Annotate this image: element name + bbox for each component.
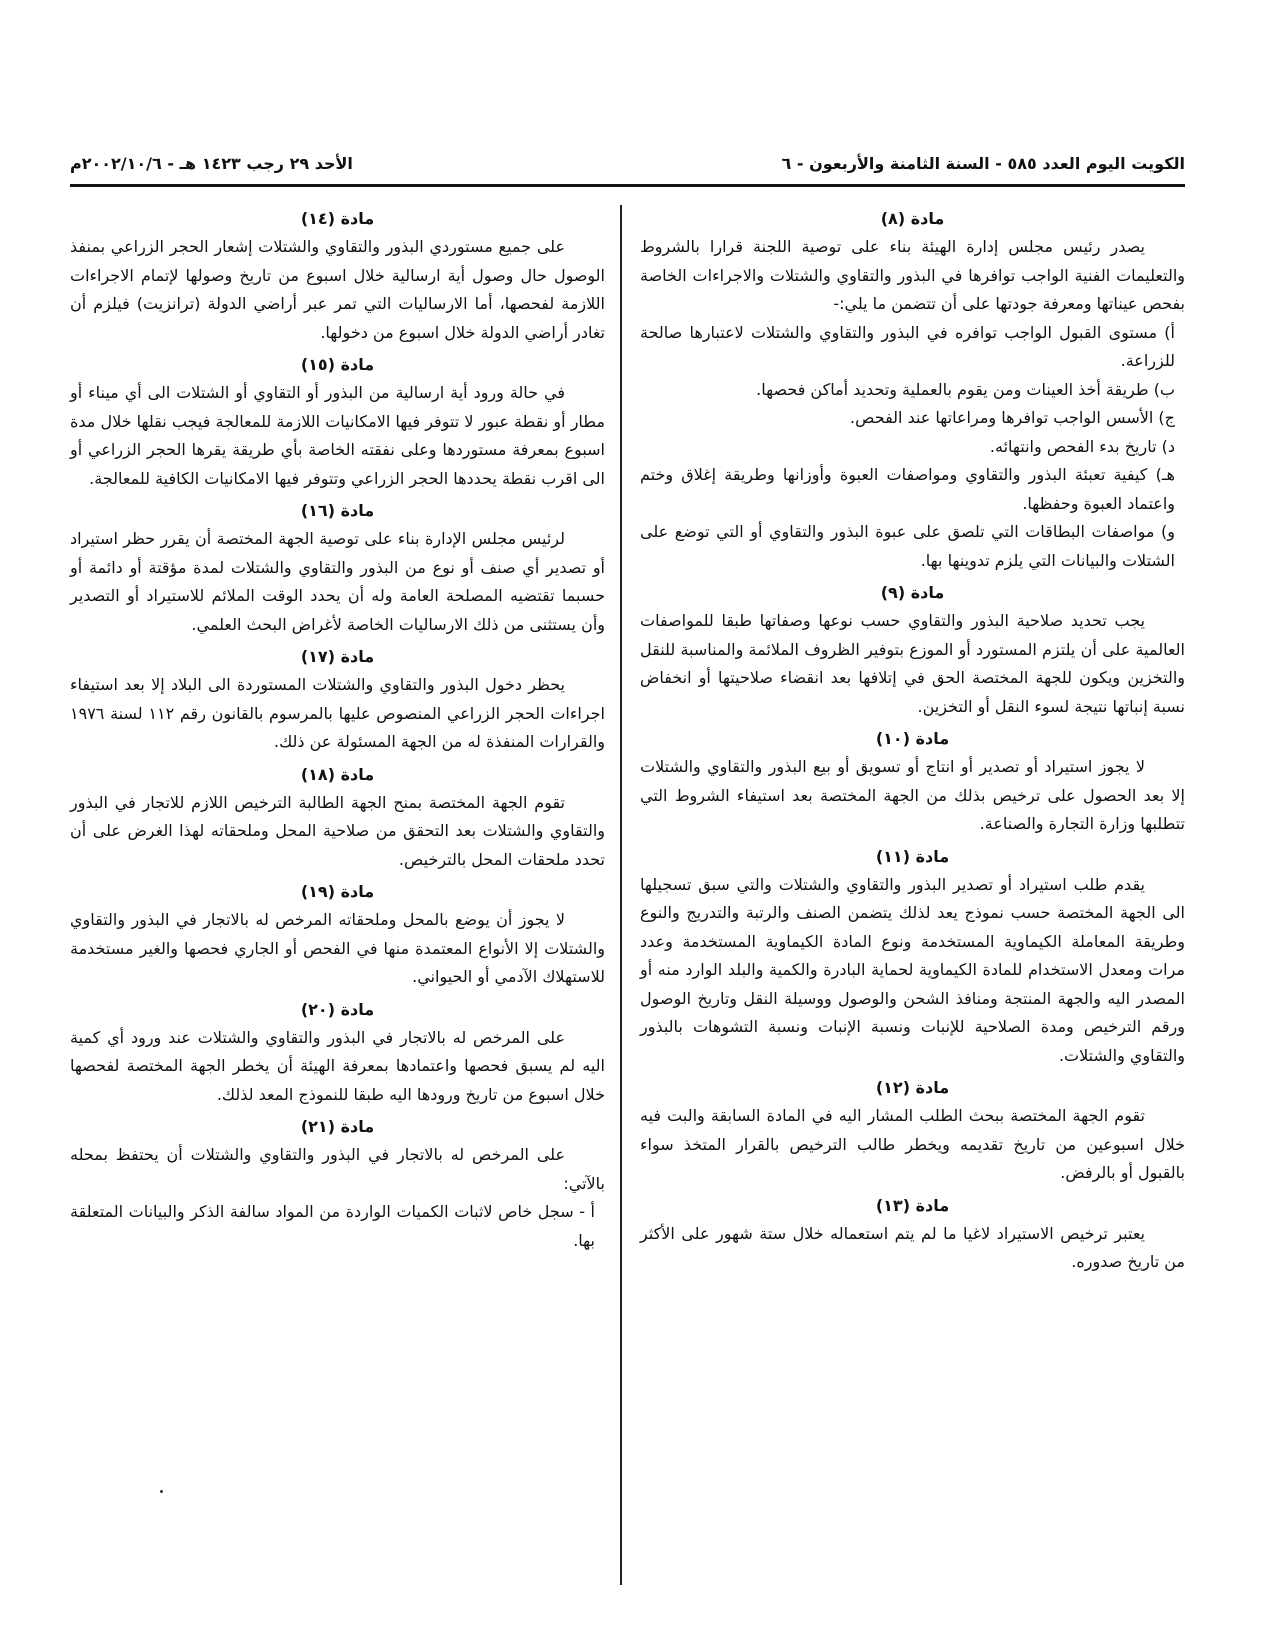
article-paragraph: تقوم الجهة المختصة ببحث الطلب المشار اليه في المادة السابقة والبت فيه خلال اسبوعين من تاريخ تقديمه ويخطر طالب الترخيص بالقرار المتخذ سواء بالقبول أو بالرفض. bbox=[640, 1106, 1185, 1182]
article-title: مادة (١٨) bbox=[300, 764, 375, 784]
article-paragraph: يحظر دخول البذور والتقاوي والشتلات المستوردة الى البلاد إلا بعد استيفاء اجراءات الحجر الزراعي المنصوص عليها بالمرسوم بالقانون رقم ١١٢ لسنة ١٩٧٦ والقرارات المنفذة له من الجهة المسئولة عن ذلك. bbox=[70, 675, 605, 751]
article bbox=[640, 579, 1185, 721]
article-paragraph: يعتبر ترخيص الاستيراد لاغيا ما لم يتم استعماله خلال ستة شهور على الأكثر من تاريخ صدوره. bbox=[640, 1223, 1185, 1271]
article bbox=[70, 761, 605, 875]
article bbox=[70, 878, 605, 992]
article bbox=[70, 497, 605, 639]
article-paragraph: يجب تحديد صلاحية البذور والتقاوي حسب نوعها وصفاتها طبقا للمواصفات العالمية على أن يلتزم المستورد أو الموزع بتوفير الظروف الملائمة والمناسبة للنقل والتخزين ويكون للجهة المختصة الحق في إتلافها بعد انقضاء صلاحيتها أو انخفاض نسبة إنباتها نتيجة لسوء النقل أو التخزين. bbox=[640, 611, 1185, 716]
article-paragraph: لا يجوز أن يوضع بالمحل وملحقاته المرخص له بالاتجار في البذور والتقاوي والشتلات إلا الأنواع المعتمدة منها في الفحص أو الجاري فحصها والغير مستخدمة للاستهلاك الآدمي أو الحيواني. bbox=[70, 910, 605, 986]
page-header bbox=[70, 150, 1185, 184]
article bbox=[640, 843, 1185, 1071]
article bbox=[640, 205, 1185, 575]
right-column bbox=[640, 205, 1185, 1281]
article-title: مادة (٢١) bbox=[300, 1117, 375, 1136]
article-list-item: أ - سجل خاص لاثبات الكميات الواردة من المواد سالفة الذكر والبيانات المتعلقة بها. bbox=[70, 1202, 595, 1250]
article-title: مادة (١٢) bbox=[875, 1078, 950, 1097]
header-divider bbox=[70, 184, 1185, 187]
article bbox=[70, 351, 605, 493]
article-title: مادة (١٧) bbox=[300, 647, 375, 666]
article-list-item: د) تاريخ بدء الفحص وانتهائه. bbox=[989, 436, 1175, 456]
article bbox=[70, 205, 605, 347]
article-paragraph: على جميع مستوردي البذور والتقاوي والشتلات إشعار الحجر الزراعي بمنفذ الوصول حال وصول أية ارسالية خلال اسبوع من تاريخ وصولها لإتمام الاجراءات اللازمة لفحصها، أما الارساليات التي تمر عبر أراضي الدولة (ترانزيت) فيلزم أن تغادر أراضي الدولة خلال اسبوع من دخولها. bbox=[70, 237, 605, 342]
article-title: مادة (١٤) bbox=[300, 209, 375, 228]
article-title: مادة (٩) bbox=[880, 583, 945, 602]
article-paragraph: تقوم الجهة المختصة بمنح الجهة الطالبة الترخيص اللازم للاتجار في البذور والتقاوي والشتلات بعد التحقق من صلاحية المحل وملحقاته لهذا الغرض على أن تحدد ملحقات المحل بالترخيص. bbox=[70, 792, 605, 869]
article-title: مادة (١٩) bbox=[300, 882, 375, 901]
article bbox=[70, 996, 605, 1110]
article-paragraph: في حالة ورود أية ارسالية من البذور أو التقاوي أو الشتلات الى أي ميناء أو مطار أو نقطة عبور لا تتوفر فيها الامكانيات اللازمة للمعالجة فيجب نقلها خلال مدة اسبوع بمعرفة مستوردها وعلى نفقته الخاصة بأي طريقة يقرها الحجر الزراعي أو الى اقرب نقطة يحددها الحجر الزراعي وتتوفر فيها الامكانيات الكافية للمعالجة. bbox=[70, 383, 605, 488]
article-list-item: و) مواصفات البطاقات التي تلصق على عبوة البذور والتقاوي أو التي توضع على الشتلات والبيانات التي يلزم تدوينها بها. bbox=[640, 522, 1175, 570]
left-column bbox=[70, 205, 605, 1259]
article-paragraph: على المرخص له بالاتجار في البذور والتقاوي والشتلات عند ورود أي كمية اليه لم يسبق فحصها واعتمادها بمعرفة الهيئة أن يخطر الجهة المختصة لفحصها خلال اسبوع من تاريخ ورودها اليه طبقا للنموذج المعد لذلك. bbox=[70, 1027, 605, 1104]
article-paragraph: لا يجوز استيراد أو تصدير أو انتاج أو تسويق أو بيع البذور والتقاوي والشتلات إلا بعد الحصول على ترخيص بذلك من الجهة المختصة بعد استيفاء الشروط التي تتطلبها وزارة التجارة والصناعة. bbox=[640, 757, 1185, 833]
article-title: مادة (٨) bbox=[880, 209, 945, 228]
article-paragraph: لرئيس مجلس الإدارة بناء على توصية الجهة المختصة أن يقرر حظر استيراد أو تصدير أي صنف أو نوع من البذور والتقاوي والشتلات لمدة مؤقتة أو دائمة أو حسبما تقتضيه المصلحة العامة وله أن يحدد الوقت الملائم للاستيراد أو التصدير وأن يستثنى من ذلك الارساليات الخاصة لأغراض البحث العلمي. bbox=[70, 529, 605, 634]
header-date: الأحد ٢٩ رجب ١٤٢٣ هـ - ٢٠٠٢/١٠/٦م bbox=[70, 154, 353, 173]
article-title: مادة (١٦) bbox=[300, 501, 375, 520]
article-title: مادة (١٠) bbox=[875, 729, 950, 748]
article bbox=[70, 1113, 605, 1255]
article bbox=[640, 1192, 1185, 1277]
article-list-item: ج) الأسس الواجب توافرها ومراعاتها عند الفحص. bbox=[850, 408, 1175, 427]
header-issue-info: الكويت اليوم العدد ٥٨٥ - السنة الثامنة والأربعون - ٦ bbox=[781, 154, 1185, 173]
article-paragraph: يصدر رئيس مجلس إدارة الهيئة بناء على توصية اللجنة قرارا بالشروط والتعليمات الفنية الواجب توافرها في البذور والتقاوي والشتلات والاجراءات الخاصة بفحص عيناتها ومعرفة جودتها على أن تتضمن ما يلي:- bbox=[640, 237, 1185, 313]
article bbox=[70, 643, 605, 757]
article-list-item: ب) طريقة أخذ العينات ومن يقوم بالعملية وتحديد أماكن فحصها. bbox=[756, 379, 1175, 399]
article bbox=[640, 725, 1185, 839]
column-divider bbox=[620, 205, 622, 1585]
article-title: مادة (١١) bbox=[875, 846, 950, 866]
article-title: مادة (١٥) bbox=[300, 355, 375, 374]
scan-speck bbox=[160, 1490, 163, 1493]
article-list-item: أ) مستوى القبول الواجب توافره في البذور والتقاوي والشتلات لاعتبارها صالحة للزراعة. bbox=[640, 322, 1175, 370]
article-title: مادة (١٣) bbox=[875, 1195, 950, 1215]
article-paragraph: يقدم طلب استيراد أو تصدير البذور والتقاوي والشتلات والتي سبق تسجيلها الى الجهة المختصة حسب نموذج يعد لذلك يتضمن الصنف والرتبة والتدريج والنوع وطريقة المعاملة الكيماوية المستخدمة ونوع المادة الكيماوية المستخدمة وعدد مرات ومعدل الاستخدام للمادة الكيماوية لحماية البادرة والكمية والبلد الوارد منه أو المصدر اليه والجهة المنتجة ومنافذ الشحن والوصول ووسيلة النقل وتاريخ الوصول ورقم الترخيص ومدة الصلاحية للإنبات ونسبة الإنبات ونسبة التشوهات بالبذور والتقاوي والشتلات. bbox=[640, 874, 1185, 1065]
article-title: مادة (٢٠) bbox=[300, 999, 375, 1019]
article-list-item: هـ) كيفية تعبئة البذور والتقاوي ومواصفات العبوة وأوزانها وطريقة إغلاق وختم واعتماد العبوة وحفظها. bbox=[640, 465, 1175, 513]
article-paragraph: على المرخص له بالاتجار في البذور والتقاوي والشتلات أن يحتفظ بمحله بالآتي: bbox=[70, 1145, 605, 1193]
article bbox=[640, 1074, 1185, 1188]
